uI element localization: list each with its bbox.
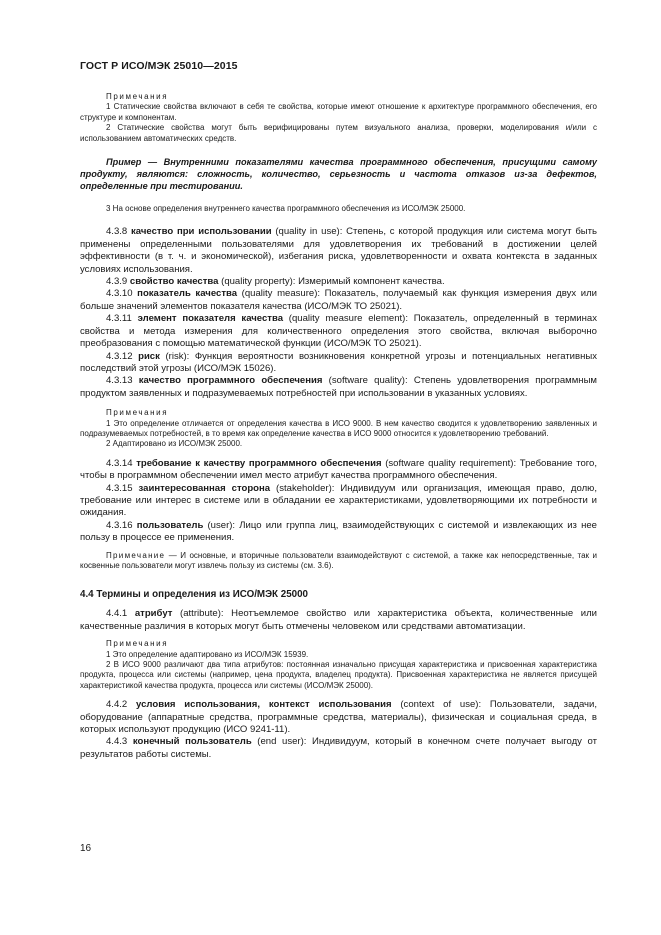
term-definition: (risk): Функция вероятности возникновения конкретной угрозы и потенциальных негативных последствий этой угрозы (ИСО/МЭК 15026). <box>80 350 597 374</box>
term-name: требование к качеству программного обеспечения <box>136 457 382 469</box>
term-4-3-11 <box>80 313 597 350</box>
term-definition: (attribute): Неотъемлемое свойство или характеристика объекта, количественные или качественные различия в которых могут быть отмечены человеком или средствами автоматизации. <box>80 608 597 632</box>
term-definition: (software quality requirement): Требование того, чтобы в программном обеспечении имел место атрибут качества программного обеспечения. <box>80 457 597 482</box>
term-definition: (user): Лицо или группа лиц, взаимодействующих с системой и извлекающих из нее пользу в процессе ее применения. <box>80 519 597 544</box>
single-note <box>80 551 597 572</box>
term-number: 4.4.1 <box>106 608 135 620</box>
term-number: 4.3.11 <box>106 313 138 325</box>
term-definition: (quality measure): Показатель, получаемый как функция измерения двух или больше значений элементов показателя качества (ИСО/МЭК ТО 25021). <box>80 288 598 312</box>
term-4-4-3 <box>80 736 597 761</box>
term-name: конечный пользователь <box>132 736 252 748</box>
term-name: свойство качества <box>129 276 219 288</box>
term-number: 4.4.2 <box>106 699 137 711</box>
term-name: качество при использовании <box>131 226 272 238</box>
note-item: 1 Статические свойства включают в себя те свойства, которые имеют отношение к архитектуре программного обеспечения, его структуре и компонентам. <box>80 102 597 122</box>
note-item: 3 На основе определения внутреннего качества программного обеспечения из ИСО/МЭК 25000. <box>106 204 466 214</box>
term-4-3-8 <box>80 226 597 276</box>
term-4-3-14 <box>80 458 597 483</box>
note-item: 1 Это определение отличается от определения качества в ИСО 9000. В нем качество сводится к удовлетворению заявленных и подразумеваемых потребностей, в то время как определение качества в ИСО 9000 относится к удовлетворению требований. <box>80 418 597 438</box>
term-number: 4.3.9 <box>106 276 130 288</box>
note-label: Примечание <box>106 550 166 560</box>
term-definition: (quality in use): Степень, с которой продукция или система могут быть применены определенными пользователями для удовлетворения их требований в достижении целей эффективности (в т. ч. и экономической), избегания риска, удовлетворенности и охвата контекста в заданных условиях использования. <box>80 226 598 275</box>
term-definition: (context of use): Пользователи, задачи, оборудование (аппаратные средства, программные средства, материалы), физическая и социальная среда, в которых используют продукцию (ИСО 9241-11). <box>80 699 598 736</box>
term-4-3-13 <box>80 375 597 400</box>
note-item: 2 Адаптировано из ИСО/МЭК 25000. <box>106 439 243 449</box>
note-item: 1 Это определение адаптировано из ИСО/МЭК 15939. <box>106 649 309 659</box>
page-content <box>80 92 597 761</box>
term-number: 4.3.10 <box>106 288 138 300</box>
notes-heading: Примечания <box>106 92 169 101</box>
term-name: заинтересованная сторона <box>138 482 271 494</box>
section-heading-4-4: 4.4 Термины и определения из ИСО/МЭК 25000 <box>80 589 308 601</box>
note-item: 2 В ИСО 9000 различают два типа атрибутов: постоянная изначально присущая характеристика и присвоенная характеристика продукта, процесса или системы (например, цена продукта, владелец продукта). Присвоенная характеристика не является присущей характеристикой качества продукта, процесса или системы (ИСО/МЭК 25000). <box>80 660 597 690</box>
term-name: пользователь <box>136 519 204 531</box>
term-4-4-1 <box>80 608 597 633</box>
page-number: 16 <box>80 843 92 854</box>
term-4-3-15 <box>80 483 597 520</box>
term-number: 4.4.3 <box>106 736 133 748</box>
term-name: показатель качества <box>137 288 238 300</box>
term-number: 4.3.15 <box>106 482 139 494</box>
notes-heading: Примечания <box>106 639 169 649</box>
note-item: 2 Статические свойства могут быть верифицированы путем визуального анализа, проверки, моделирования и/или с использованием автоматических средств. <box>80 123 597 143</box>
term-definition: (stakeholder): Индивидуум или организация, имеющая право, долю, требование или интерес в системе или в обладании ее характеристиками, удовлетворяющими их потребности и ожидания. <box>80 482 597 519</box>
term-number: 4.3.14 <box>106 457 137 469</box>
term-number: 4.3.16 <box>106 519 137 531</box>
term-number: 4.3.13 <box>106 375 139 387</box>
term-definition: (software quality): Степень удовлетворения программным продуктом заявленных и подразумеваемых потребностей при использовании в указанных условиях. <box>80 375 597 399</box>
term-name: условия использования, контекст использования <box>136 699 392 711</box>
term-number: 4.3.12 <box>106 350 139 362</box>
term-definition: (quality measure element): Показатель, определенный в терминах свойства и метода измерения для количественного определения этого свойства, включая выборочно преобразования с помощью математической функции (ИСО/МЭК ТО 25021). <box>80 313 597 350</box>
example-paragraph: Пример — Внутренними показателями качества программного обеспечения, присущими самому продукту, являются: сложность, количество, серьезность и частота отказов из-за дефектов, определенные при тестировании. <box>80 157 597 192</box>
term-4-3-16 <box>80 520 597 545</box>
document-header: ГОСТ Р ИСО/МЭК 25010—2015 <box>80 60 238 72</box>
note-text: — И основные, и вторичные пользователи взаимодействуют с системой, а также как непосредственные, так и косвенные пользователи могут извлечь пользу из системы (см. 3.6). <box>80 550 597 570</box>
term-number: 4.3.8 <box>106 226 132 238</box>
term-name: атрибут <box>134 608 173 620</box>
term-name: качество программного обеспечения <box>138 375 323 387</box>
term-name: риск <box>138 350 160 362</box>
term-definition: (end user): Индивидуум, который в конечном счете получает выгоду от результатов работы системы. <box>80 736 597 760</box>
term-4-3-10 <box>80 288 597 313</box>
term-name: элемент показателя качества <box>137 313 284 325</box>
notes-heading: Примечания <box>106 408 169 418</box>
term-4-3-9 <box>80 276 597 288</box>
term-4-3-12 <box>80 351 597 376</box>
term-definition: (quality property): Измеримый компонент качества. <box>218 276 445 288</box>
term-4-4-2 <box>80 699 597 736</box>
